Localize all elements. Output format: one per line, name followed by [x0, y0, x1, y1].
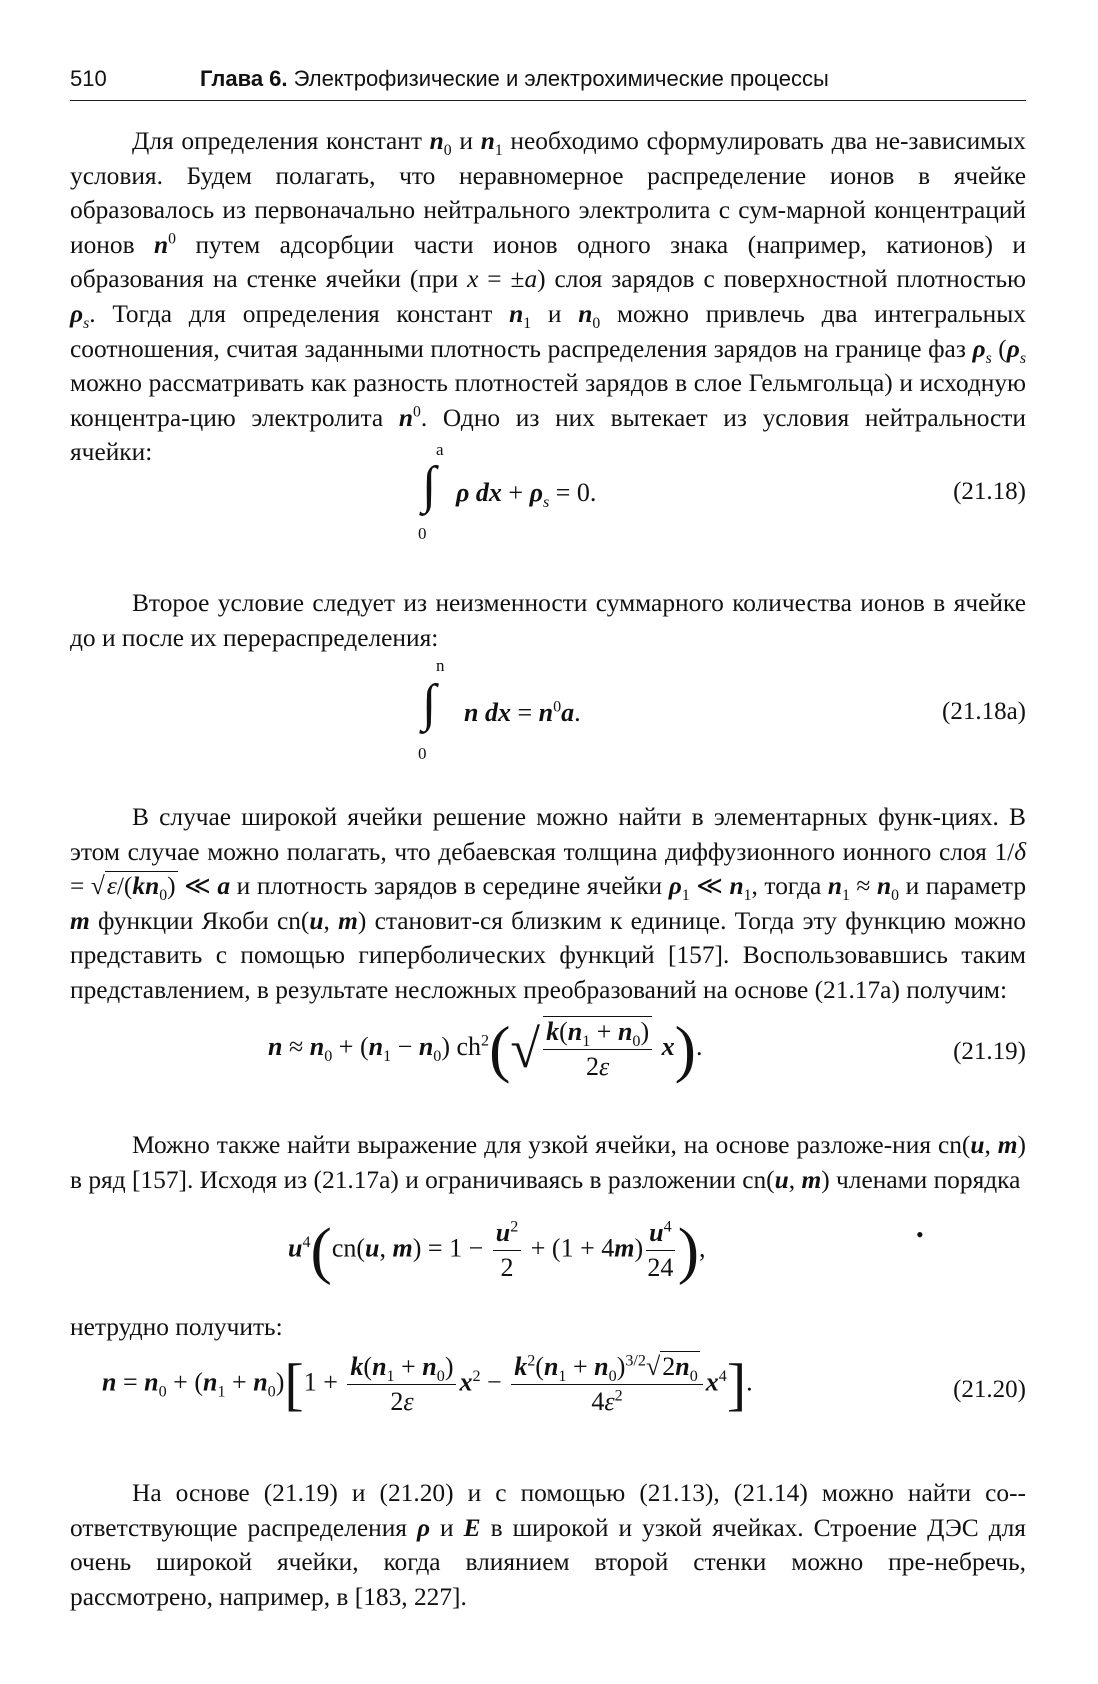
equation-21-19: $n \approx n_0 + (n_1 - n_0)$ $ch^2(√$ $\frac{k(n_1 + n_0)}{2\varepsilon}$ x). (21.19) — [268, 1013, 1026, 1084]
equation-number: (21.18a) — [942, 698, 1026, 725]
equation-number: (21.19) — [953, 1038, 1026, 1065]
equation-number: (21.20) — [953, 1376, 1026, 1403]
equation-cn-expansion: $u^4(cn(u$, m) = 1 − $\frac{u^2}{2}$ + (1 + 4m) $\frac{u^4}{24}$ ), • — [288, 1214, 924, 1286]
equation-21-18a: n ∫ 0 n dx = $n^0a$. (21.18a) — [418, 656, 1026, 763]
page-number: 510 — [70, 66, 107, 91]
equation-number: (21.18) — [953, 478, 1026, 505]
paragraph-5: нетрудно получить: — [70, 1313, 283, 1341]
chapter-label: Глава 6. — [200, 66, 288, 91]
paragraph-4: Можно также найти выражение для узкой ячейки, на основе разложе-ния cn(u, m) в ряд [157]. Исходя из (21.17а) и ограничиваясь в разложении cn(u, m) членами порядка — [70, 1131, 1026, 1194]
running-header — [70, 64, 1026, 101]
paragraph-6: На основе (21.19) и (21.20) и с помощью (21.13), (21.14) можно найти со-ответствующие распределения ρ и E в широкой и узкой ячейках. Строение ДЭС для очень широкой ячейки, когда влиянием второй стенки можно пре-небречь, рассмотрено, например, в [183, 227]. — [70, 1479, 1026, 1611]
paragraph-1: Для определения констант $n_0$ и $n_1$ необходимо сформулировать два не-зависимых условия. Будем полагать, что неравномерное распределение ионов в ячейке образовалось из первоначально нейтрального электролита с сум-марной концентраций ионов $n^0$ путем адсорбции части ионов одного знака (например, катионов) и образования на стенке ячейки (при x = ±a) слоя зарядов с поверхностной плотностью $\rho_s$. Тогда для определения констант $n_1$ и $n_0$ можно привлечь два интегральных соотношения, считая заданными плотность распределения зарядов на границе фаз $\rho_s$ ($\rho_s$ можно рассматривать как разность плотностей зарядов в слое Гельмгольца) и исходную концентра-цию электролита $n^0$. Одно из них вытекает из условия нейтральности ячейки: — [70, 127, 1027, 467]
paragraph-2: Второе условие следует из неизменности суммарного количества ионов в ячейке до и после их перераспределения: — [70, 589, 1026, 652]
equation-21-20: $n = n_0 + (n_1 + n_0)[1$ + $\frac{k(n_1 + n_0)}{2\varepsilon}$ $x^2$ − $\frac{k^2(n_1 + n_0)^{3/2}√2n_0}{4\varepsilon^2}$ $x^4$]. (21.20) — [102, 1351, 1026, 1417]
equation-21-18: a ∫ 0 ρ dx + $\rho_s = 0$. (21.18) — [418, 440, 1026, 543]
paragraph-3: В случае широкой ячейки решение можно найти в элементарных функ-циях. В этом случае можно полагать, что дебаевская толщина диффузионного ионного слоя $1/\delta = √\varepsilon/(kn_0)$ ≪ a и плотность зарядов в середине ячейки $\rho_1$ ≪ $n_1$, тогда $n_1 \approx n_0$ и параметр m функции Якоби cn(u, m) становит-ся близким к единице. Тогда эту функцию можно представить с помощью гиперболических функций [157]. Воспользовавшись таким представлением, в результате несложных преобразований на основе (21.17а) получим: — [70, 803, 1027, 1004]
chapter-heading — [200, 66, 829, 92]
chapter-title: Электрофизические и электрохимические процессы — [293, 66, 829, 91]
